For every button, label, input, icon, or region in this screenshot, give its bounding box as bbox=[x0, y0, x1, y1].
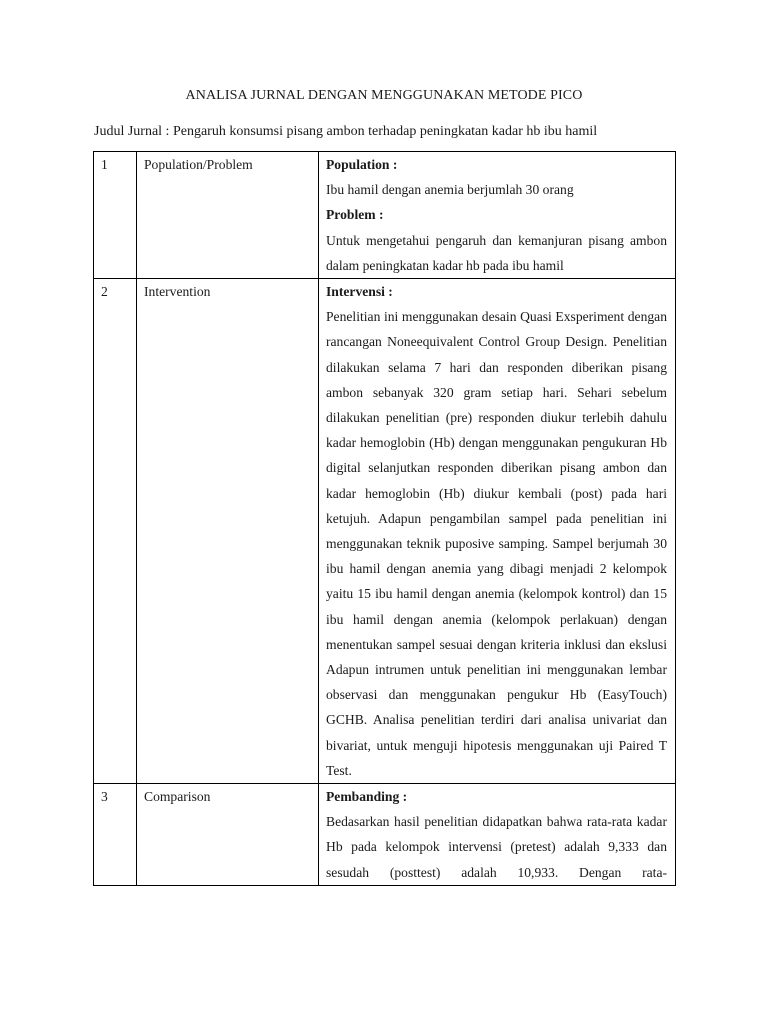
problem-text: Untuk mengetahui pengaruh dan kemanjuran pisang ambon dalam peningkatan kadar hb pada ibu hamil bbox=[326, 232, 667, 273]
comparison-text: Bedasarkan hasil penelitian didapatkan bahwa rata-rata kadar Hb pada kelompok intervensi (pretest) adalah 9,333 dan sesudah (posttest) adalah 10,933. Dengan rata- bbox=[326, 814, 667, 880]
problem-heading: Problem : bbox=[326, 207, 384, 223]
table-row-intervention bbox=[94, 279, 676, 784]
intervention-text: Penelitian ini menggunakan desain Quasi Exsperiment dengan rancangan Noneequivalent Control Group Design. Penelitian dilakukan selama 7 hari dan responden diberikan pisang ambon sebanyak 320 gram setiap hari. Sehari sebelum dilakukan penelitian (pre) responden diukur terlebih dahulu kadar hemoglobin (Hb) dengan menggunakan pengukuran Hb digital selanjutkan responden diberikan pisang ambon dan kadar hemoglobin (Hb) diukur kembali (post) pada hari ketujuh. Adapun pengambilan sampel pada penelitian ini menggunakan teknik puposive samping. Sampel berjumah 30 ibu hamil dengan anemia yang dibagi menjadi 2 kelompok yaitu 15 ibu hamil dengan anemia (kelompok kontrol) dan 15 ibu hamil dengan anemia (kelompok perlakuan) dengan menentukan sampel sesuai dengan kriteria inklusi dan ekslusi Adapun intrumen untuk penelitian ini menggunakan lembar observasi dan menggunakan pengukur Hb (EasyTouch) GCHB. Analisa penelitian terdiri dari analisa univariat dan bivariat, untuk menguji hipotesis menggunakan uji Paired T Test. bbox=[326, 309, 667, 778]
row-number: 3 bbox=[94, 784, 137, 886]
comparison-heading: Pembanding : bbox=[326, 789, 408, 805]
document-title: ANALISA JURNAL DENGAN MENGGUNAKAN METODE PICO bbox=[185, 88, 583, 103]
table-row-population bbox=[94, 152, 676, 279]
row-number: 1 bbox=[94, 152, 137, 279]
pico-table bbox=[93, 151, 676, 886]
table-row-comparison bbox=[94, 784, 676, 886]
row-category: Comparison bbox=[137, 784, 319, 886]
population-text: Ibu hamil dengan anemia berjumlah 30 orang bbox=[326, 182, 574, 198]
row-description bbox=[319, 784, 676, 886]
population-heading: Population : bbox=[326, 157, 398, 172]
row-number: 2 bbox=[94, 279, 137, 784]
row-description bbox=[319, 152, 676, 279]
row-description bbox=[319, 279, 676, 784]
journal-title: Judul Jurnal : Pengaruh konsumsi pisang ambon terhadap peningkatan kadar hb ibu hamil bbox=[94, 124, 598, 139]
intervention-heading: Intervensi : bbox=[326, 284, 393, 300]
row-category: Population/Problem bbox=[137, 152, 319, 279]
row-category: Intervention bbox=[137, 279, 319, 784]
